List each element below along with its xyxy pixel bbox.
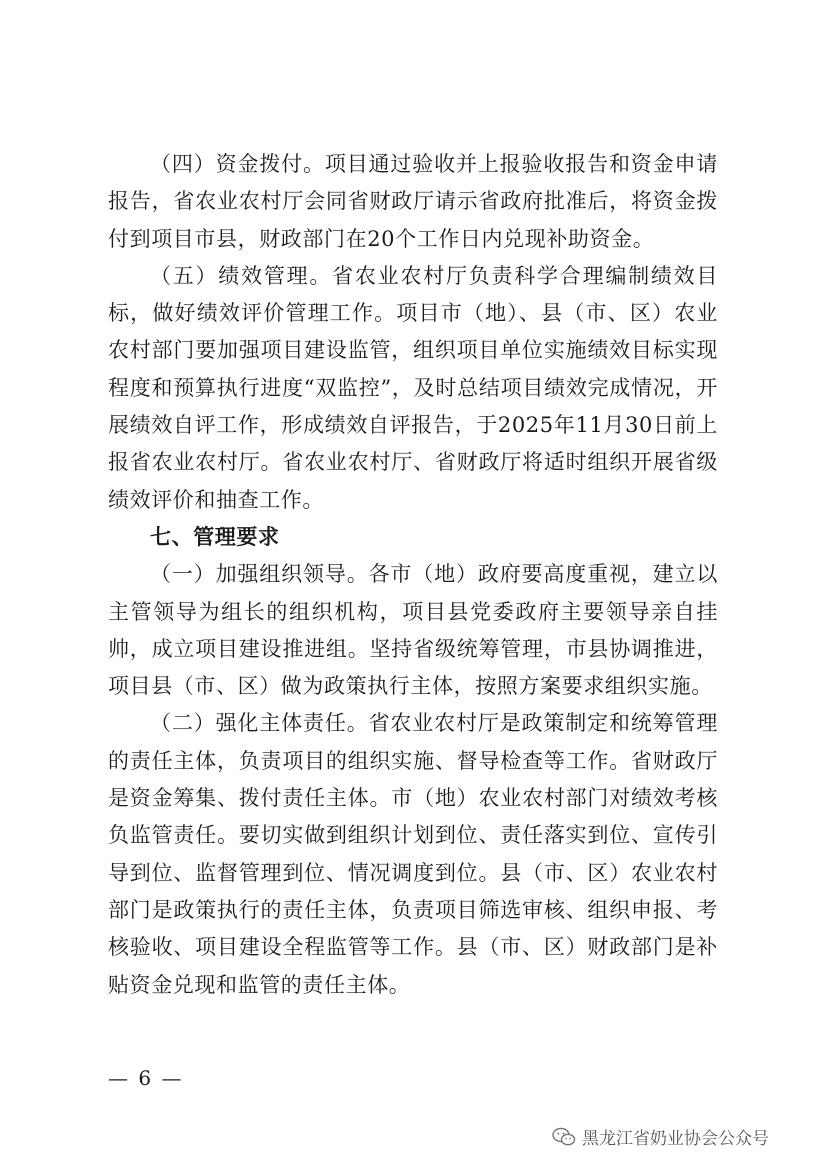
paragraph-lead: （五）绩效管理。 (150, 263, 333, 288)
page-number: — 6 — (108, 1066, 184, 1090)
wechat-icon (552, 1127, 576, 1147)
paragraph-text: 各市（地）政府要高度重视，建立以主管领导为组长的组织机构，项目县党委政府主要领导亲自挂帅，成立项目建设推进组。坚持省级统筹管理，市县协调推进，项目县（市、区）做为政策执行主体，按照方案要求组织实施。 (108, 562, 718, 699)
section-heading: 七、管理要求 (150, 524, 280, 549)
document-body (108, 146, 718, 1004)
paragraph-lead: （四）资金拨付。 (150, 152, 325, 176)
paragraph-text: 项目通过验收并上报验收报告和资金申请报告，省农业农村厅会同省财政厅请示省政府批准后，将资金拨付到项目市县，财政部门在20个工作日内兑现补助资金。 (108, 152, 718, 251)
paragraph-text: 省农业农村厅负责科学合理编制绩效目标，做好绩效评价管理工作。项目市（地）、县（市、区）农业农村部门要加强项目建设监管，组织项目单位实施绩效目标实现程度和预算执行进度“双监控”，及时总结项目绩效完成情况，开展绩效自评工作，形成绩效自评报告，于2025年11月30日前上报省农业农村厅。省农业农村厅、省财政厅将适时组织开展省级绩效评价和抽查工作。 (108, 263, 718, 512)
paragraph-funding (108, 146, 718, 258)
paragraph-lead: （二）强化主体责任。 (150, 711, 369, 736)
watermark (552, 1124, 769, 1149)
paragraph-leadership (108, 556, 718, 705)
watermark-text: 黑龙江省奶业协会公众号 (582, 1129, 769, 1149)
paragraph-responsibility (108, 705, 718, 1003)
paragraph-text: 省农业农村厅是政策制定和统筹管理的责任主体，负责项目的组织实施、督导检查等工作。省财政厅是资金筹集、拨付责任主体。市（地）农业农村部门对绩效考核负监管责任。要切实做到组织计划到位、责任落实到位、宣传引导到位、监督管理到位、情况调度到位。县（市、区）农业农村部门是政策执行的责任主体，负责项目筛选审核、组织申报、考核验收、项目建设全程监管等工作。县（市、区）财政部门是补贴资金兑现和监管的责任主体。 (108, 711, 718, 997)
paragraph-lead: （一）加强组织领导。 (150, 562, 369, 587)
paragraph-performance (108, 258, 718, 519)
